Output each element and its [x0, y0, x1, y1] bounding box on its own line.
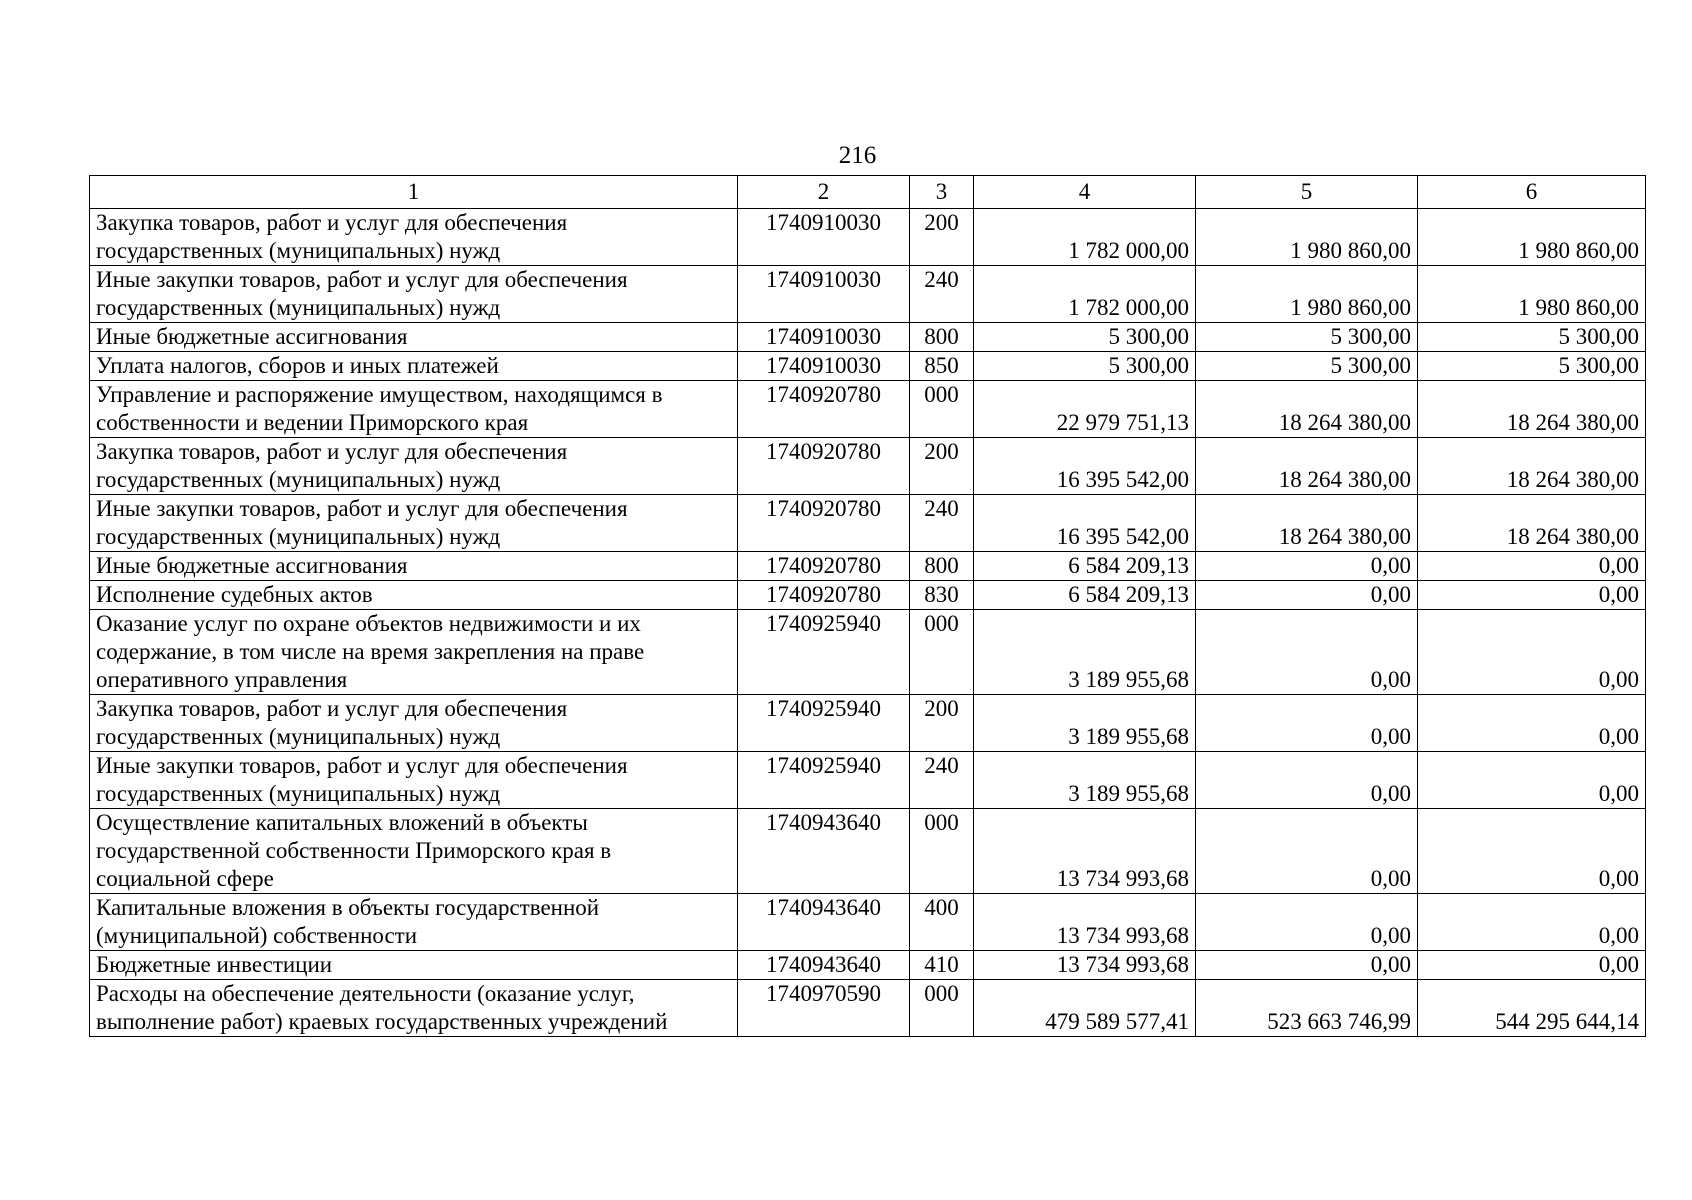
table-row	[90, 552, 1646, 581]
row-name: Иные закупки товаров, работ и услуг для обеспечения государственных (муниципальных) нужд	[90, 752, 738, 809]
row-value-col4: 13 734 993,68	[974, 894, 1196, 951]
row-name: Исполнение судебных актов	[90, 581, 738, 610]
table-row	[90, 610, 1646, 695]
row-expense-type: 830	[910, 581, 974, 610]
row-value-col4: 5 300,00	[974, 352, 1196, 381]
row-value-col6: 18 264 380,00	[1418, 495, 1646, 552]
table-row	[90, 495, 1646, 552]
page-number: 216	[838, 142, 877, 169]
row-value-col4: 13 734 993,68	[974, 809, 1196, 894]
row-expense-type: 240	[910, 495, 974, 552]
row-expense-type: 000	[910, 980, 974, 1037]
budget-table	[89, 175, 1646, 1037]
row-value-col6: 0,00	[1418, 809, 1646, 894]
row-name: Закупка товаров, работ и услуг для обеспечения государственных (муниципальных) нужд	[90, 438, 738, 495]
table-row	[90, 980, 1646, 1037]
table-row	[90, 752, 1646, 809]
row-code: 1740920780	[738, 381, 910, 438]
row-expense-type: 240	[910, 752, 974, 809]
row-code: 1740943640	[738, 894, 910, 951]
row-value-col6: 0,00	[1418, 695, 1646, 752]
row-expense-type: 800	[910, 323, 974, 352]
row-expense-type: 800	[910, 552, 974, 581]
row-value-col6: 0,00	[1418, 581, 1646, 610]
row-value-col4: 6 584 209,13	[974, 581, 1196, 610]
column-header-1: 1	[90, 176, 738, 209]
row-value-col5: 18 264 380,00	[1196, 495, 1418, 552]
row-value-col5: 1 980 860,00	[1196, 209, 1418, 266]
row-value-col5: 0,00	[1196, 610, 1418, 695]
row-expense-type: 200	[910, 209, 974, 266]
row-name: Капитальные вложения в объекты государственной (муниципальной) собственности	[90, 894, 738, 951]
row-value-col5: 0,00	[1196, 894, 1418, 951]
row-name: Оказание услуг по охране объектов недвижимости и их содержание, в том числе на время закрепления на праве оперативного управления	[90, 610, 738, 695]
row-value-col4: 1 782 000,00	[974, 266, 1196, 323]
row-value-col6: 18 264 380,00	[1418, 381, 1646, 438]
row-value-col6: 1 980 860,00	[1418, 209, 1646, 266]
row-code: 1740925940	[738, 752, 910, 809]
table-row	[90, 438, 1646, 495]
row-value-col5: 0,00	[1196, 951, 1418, 980]
row-expense-type: 200	[910, 695, 974, 752]
table-row	[90, 266, 1646, 323]
row-expense-type: 850	[910, 352, 974, 381]
row-name: Расходы на обеспечение деятельности (оказание услуг, выполнение работ) краевых государственных учреждений	[90, 980, 738, 1037]
table-row	[90, 581, 1646, 610]
row-value-col4: 13 734 993,68	[974, 951, 1196, 980]
row-code: 1740910030	[738, 266, 910, 323]
row-value-col5: 0,00	[1196, 752, 1418, 809]
row-value-col5: 5 300,00	[1196, 323, 1418, 352]
row-value-col4: 479 589 577,41	[974, 980, 1196, 1037]
row-value-col4: 1 782 000,00	[974, 209, 1196, 266]
row-code: 1740925940	[738, 610, 910, 695]
row-code: 1740910030	[738, 352, 910, 381]
row-expense-type: 000	[910, 610, 974, 695]
row-value-col4: 3 189 955,68	[974, 752, 1196, 809]
table-row	[90, 323, 1646, 352]
row-value-col6: 0,00	[1418, 552, 1646, 581]
table-row	[90, 209, 1646, 266]
table-row	[90, 352, 1646, 381]
row-name: Иные бюджетные ассигнования	[90, 552, 738, 581]
row-value-col6: 0,00	[1418, 610, 1646, 695]
row-name: Иные бюджетные ассигнования	[90, 323, 738, 352]
row-name: Уплата налогов, сборов и иных платежей	[90, 352, 738, 381]
row-value-col6: 1 980 860,00	[1418, 266, 1646, 323]
row-code: 1740910030	[738, 323, 910, 352]
row-value-col5: 18 264 380,00	[1196, 381, 1418, 438]
row-expense-type: 000	[910, 381, 974, 438]
row-name: Осуществление капитальных вложений в объекты государственной собственности Приморского края в социальной сфере	[90, 809, 738, 894]
row-name: Иные закупки товаров, работ и услуг для обеспечения государственных (муниципальных) нужд	[90, 495, 738, 552]
column-header-3: 3	[910, 176, 974, 209]
row-value-col4: 16 395 542,00	[974, 495, 1196, 552]
row-value-col6: 0,00	[1418, 894, 1646, 951]
row-code: 1740910030	[738, 209, 910, 266]
table-row	[90, 894, 1646, 951]
row-code: 1740970590	[738, 980, 910, 1037]
row-name: Закупка товаров, работ и услуг для обеспечения государственных (муниципальных) нужд	[90, 209, 738, 266]
table-row	[90, 695, 1646, 752]
row-code: 1740920780	[738, 581, 910, 610]
row-expense-type: 410	[910, 951, 974, 980]
table-header-row	[90, 176, 1646, 209]
column-header-2: 2	[738, 176, 910, 209]
row-name: Управление и распоряжение имуществом, находящимся в собственности и ведении Приморского края	[90, 381, 738, 438]
row-code: 1740943640	[738, 951, 910, 980]
row-value-col4: 3 189 955,68	[974, 695, 1196, 752]
column-header-4: 4	[974, 176, 1196, 209]
row-code: 1740920780	[738, 552, 910, 581]
row-expense-type: 000	[910, 809, 974, 894]
row-code: 1740943640	[738, 809, 910, 894]
table-row	[90, 951, 1646, 980]
row-expense-type: 200	[910, 438, 974, 495]
row-expense-type: 400	[910, 894, 974, 951]
row-value-col5: 523 663 746,99	[1196, 980, 1418, 1037]
row-value-col6: 18 264 380,00	[1418, 438, 1646, 495]
row-value-col5: 0,00	[1196, 552, 1418, 581]
row-value-col5: 5 300,00	[1196, 352, 1418, 381]
column-header-6: 6	[1418, 176, 1646, 209]
row-value-col4: 6 584 209,13	[974, 552, 1196, 581]
row-value-col5: 0,00	[1196, 581, 1418, 610]
row-value-col4: 3 189 955,68	[974, 610, 1196, 695]
row-value-col6: 0,00	[1418, 951, 1646, 980]
row-value-col4: 22 979 751,13	[974, 381, 1196, 438]
row-value-col5: 18 264 380,00	[1196, 438, 1418, 495]
row-code: 1740920780	[738, 495, 910, 552]
row-value-col5: 0,00	[1196, 809, 1418, 894]
row-name: Закупка товаров, работ и услуг для обеспечения государственных (муниципальных) нужд	[90, 695, 738, 752]
row-name: Бюджетные инвестиции	[90, 951, 738, 980]
row-value-col4: 16 395 542,00	[974, 438, 1196, 495]
row-value-col6: 544 295 644,14	[1418, 980, 1646, 1037]
table-row	[90, 809, 1646, 894]
row-value-col4: 5 300,00	[974, 323, 1196, 352]
row-value-col6: 5 300,00	[1418, 323, 1646, 352]
row-code: 1740925940	[738, 695, 910, 752]
row-value-col6: 0,00	[1418, 752, 1646, 809]
row-value-col5: 0,00	[1196, 695, 1418, 752]
row-value-col5: 1 980 860,00	[1196, 266, 1418, 323]
row-name: Иные закупки товаров, работ и услуг для обеспечения государственных (муниципальных) нужд	[90, 266, 738, 323]
row-code: 1740920780	[738, 438, 910, 495]
row-value-col6: 5 300,00	[1418, 352, 1646, 381]
table-row	[90, 381, 1646, 438]
column-header-5: 5	[1196, 176, 1418, 209]
row-expense-type: 240	[910, 266, 974, 323]
